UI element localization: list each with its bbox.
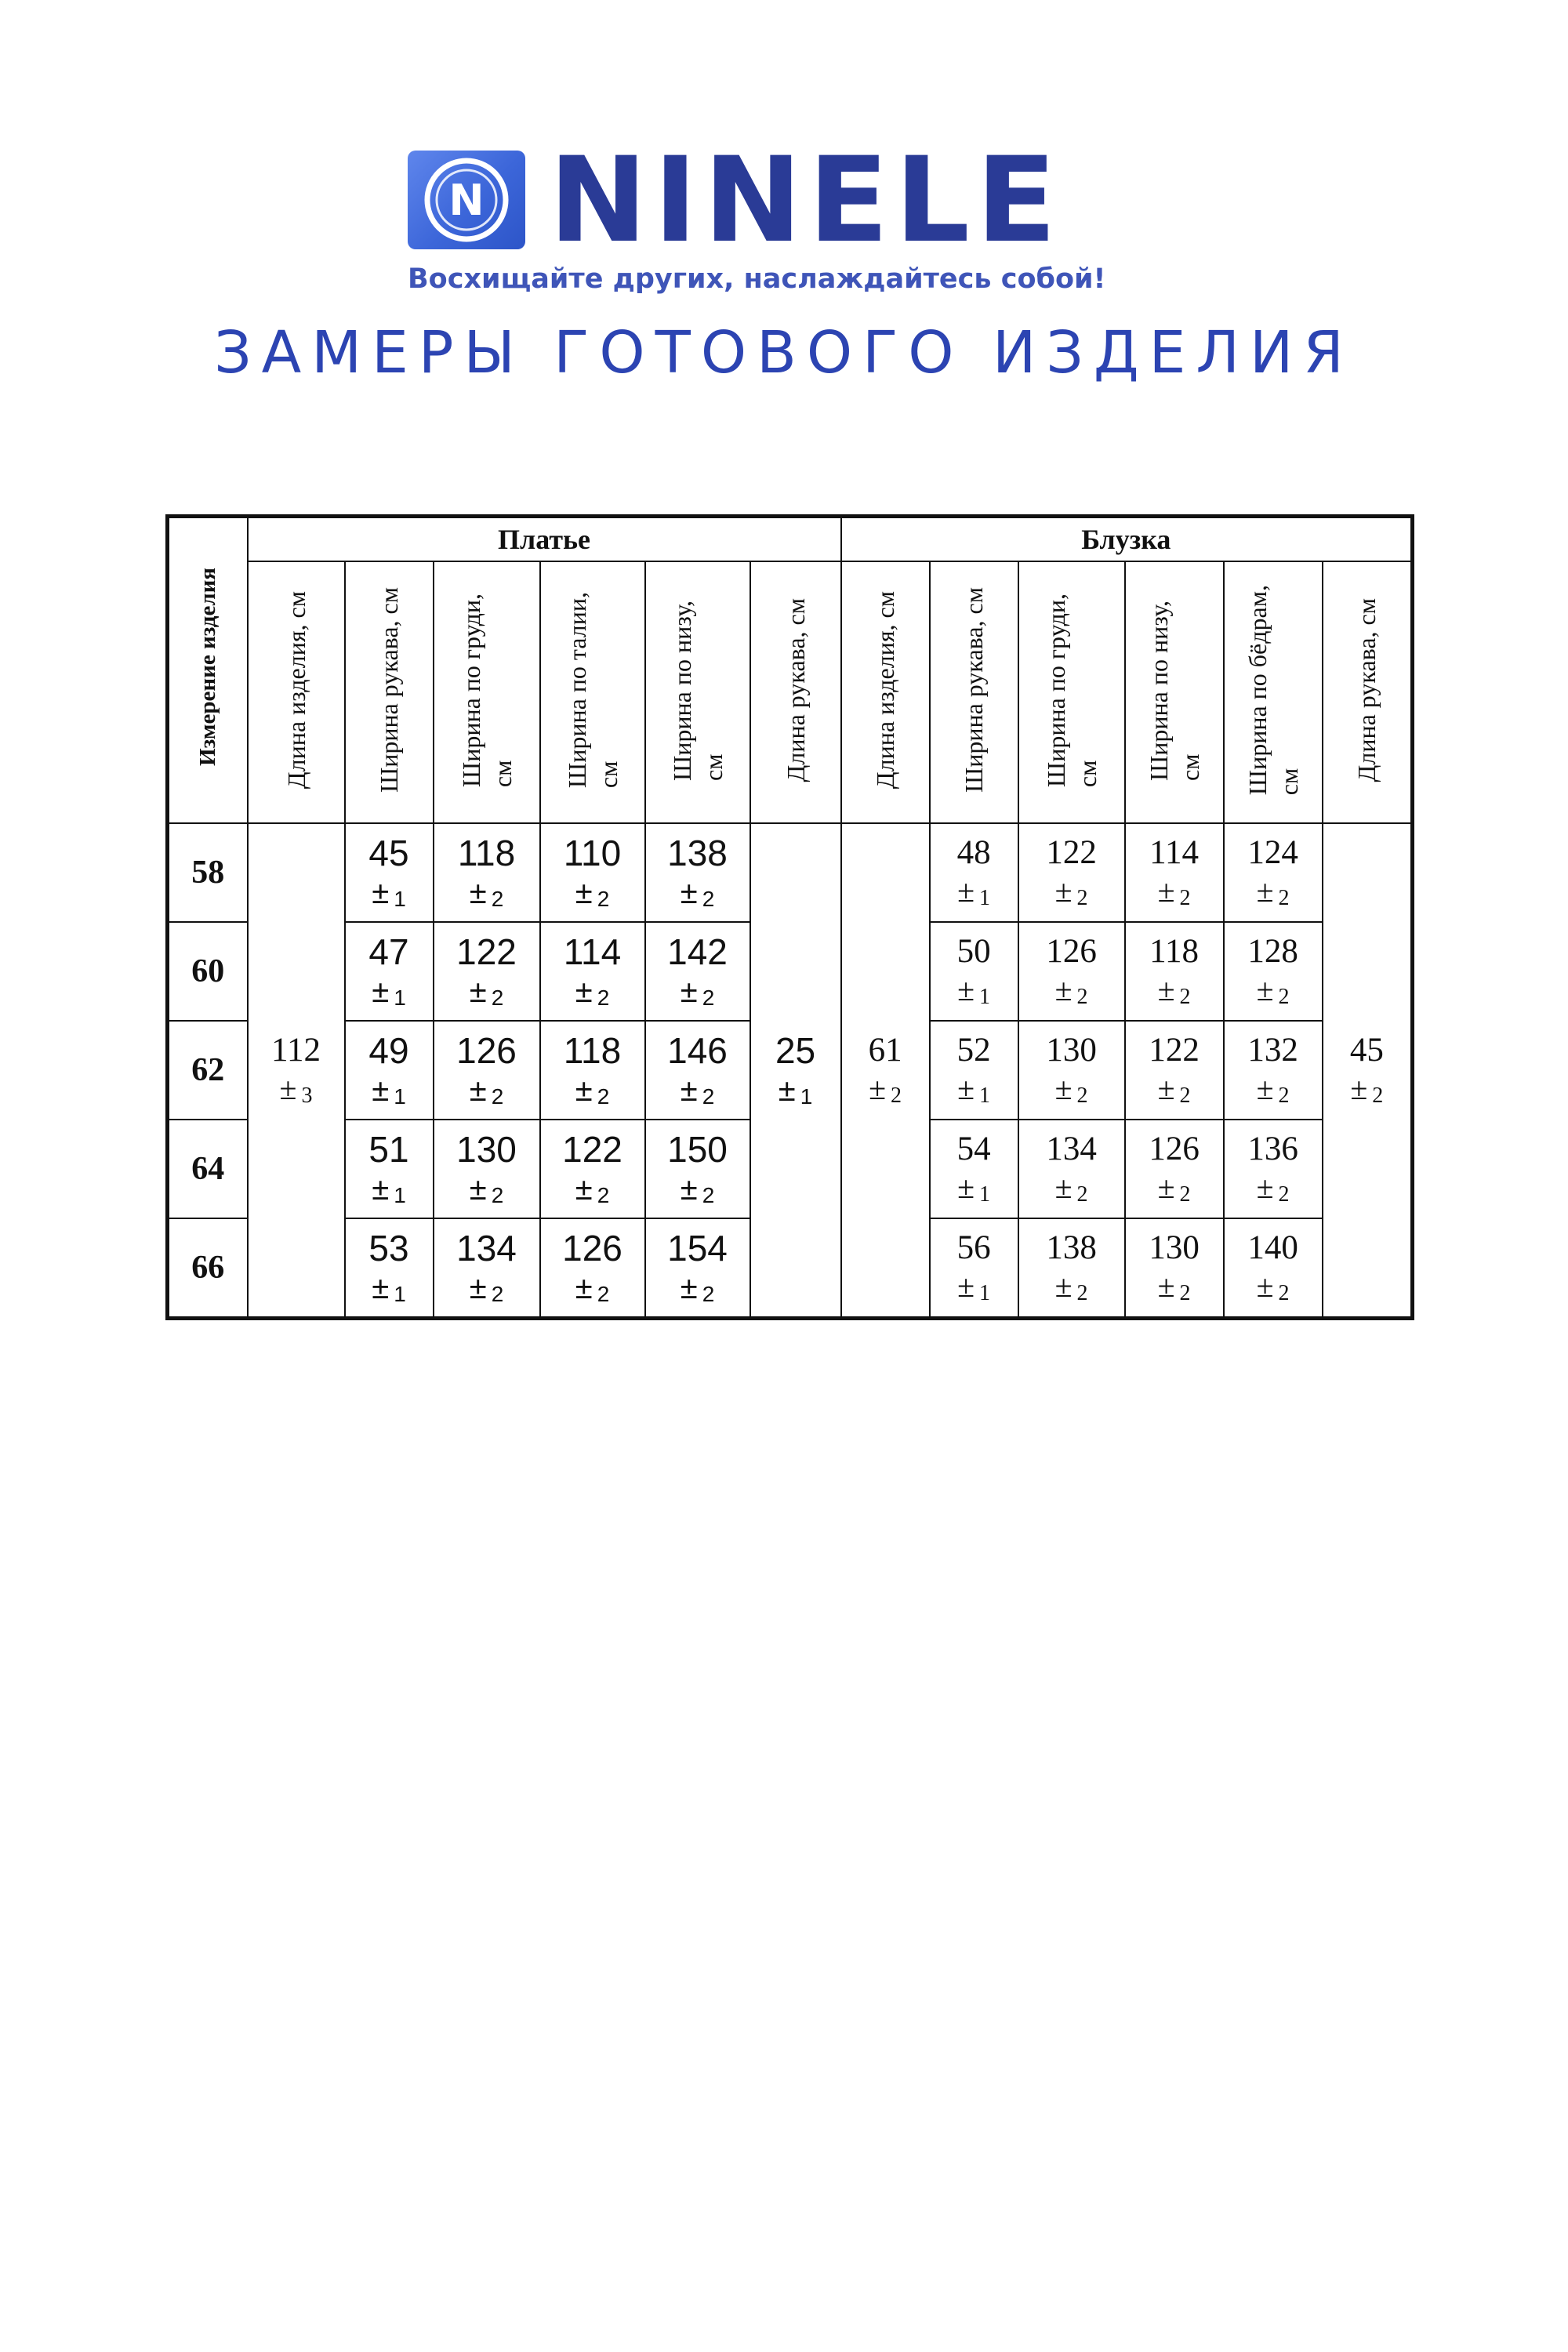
tolerance-value: 1 [979,1083,991,1109]
tolerance-value: 2 [491,1183,504,1208]
measurement-value [346,1032,433,1109]
table-cell [645,922,750,1021]
table-cell [540,823,645,922]
size-label: 62 [168,1021,248,1120]
measurement-tolerance: ± 2 [1054,1170,1088,1207]
measurement-value [541,1229,644,1306]
logo-letter: N [448,176,485,225]
measurement-tolerance: ± 1 [372,1073,406,1109]
measurement-value [434,933,539,1010]
table-cell [540,922,645,1021]
tolerance-value: 1 [394,985,406,1011]
measurement-value [434,1032,539,1109]
measurement-value [1323,1033,1411,1108]
measurement-value [646,1131,750,1207]
column-header-label: Ширина по груди, см [1041,593,1102,788]
table-row [168,823,1413,922]
measurement-tolerance: ± 1 [957,1269,991,1306]
measurement-number: 45 [1349,1032,1384,1069]
measurement-number: 118 [457,833,516,874]
page-title: ЗАМЕРЫ ГОТОВОГО ИЗДЕЛИЯ [214,319,1354,387]
table-cell [345,823,434,922]
measurement-number: 126 [562,1228,622,1269]
tolerance-value: 1 [800,1084,813,1109]
column-header-label: Ширина по низу, см [667,600,728,781]
measurement-number: 51 [368,1129,409,1171]
size-label: 64 [168,1120,248,1218]
measurement-number: 118 [563,1030,622,1072]
table-cell [540,1218,645,1319]
measurement-tolerance: ± 1 [372,876,406,912]
measurement-number: 130 [1149,1229,1200,1267]
measurement-value [931,1230,1018,1305]
measurement-tolerance: ± 2 [1054,1071,1088,1109]
measurement-value [346,834,433,911]
measurement-tolerance: ± 2 [1054,1269,1088,1306]
measurement-number: 110 [563,833,622,874]
measurement-tolerance: ± 2 [680,1073,715,1109]
column-header [345,561,434,823]
measurement-value [541,1032,644,1109]
table-cell [1125,922,1224,1021]
measurement-value [751,1032,840,1109]
measurement-tolerance: ± 2 [1157,1170,1191,1207]
tolerance-value: 1 [979,985,991,1010]
table-cell [434,823,540,922]
size-label: 60 [168,922,248,1021]
measurement-tolerance: ± 2 [1256,1170,1290,1207]
measurement-tolerance: ± 2 [1157,873,1191,911]
table-cell [930,922,1018,1021]
measurement-number: 134 [456,1228,517,1269]
measurement-tolerance: ± 2 [469,876,504,912]
tolerance-value: 2 [1076,1281,1088,1306]
measurement-value [1225,1131,1322,1207]
table-cell [1224,922,1323,1021]
tolerance-value: 1 [394,887,406,912]
tolerance-value: 2 [1278,1182,1290,1207]
brand-name: NINELE [549,132,1063,269]
table-cell [1323,823,1413,1319]
corner-header-cell [168,517,248,824]
measurement-tolerance: ± 2 [469,975,504,1011]
measurement-number: 56 [956,1229,991,1267]
measurement-number: 130 [1046,1032,1097,1069]
table-cell [1125,1218,1224,1319]
measurement-tolerance: ± 1 [778,1073,813,1109]
table-cell [1125,823,1224,922]
tolerance-value: 2 [1278,1083,1290,1109]
measurement-number: 118 [1149,933,1200,971]
tolerance-value: 2 [1179,985,1191,1010]
table-cell [1224,823,1323,922]
measurement-value [346,1131,433,1207]
measurement-tolerance: ± 2 [575,876,610,912]
measurement-tolerance: ± 2 [1054,972,1088,1010]
table-cell [248,823,345,1319]
measurement-value [1019,934,1124,1009]
measurement-number: 140 [1247,1229,1298,1267]
column-header [750,561,841,823]
tolerance-value: 1 [394,1084,406,1109]
measurement-tolerance: ± 2 [680,975,715,1011]
table-cell [434,1021,540,1120]
measurement-tolerance: ± 2 [1157,1071,1191,1109]
column-header-label: Ширина рукава, см [960,587,989,793]
tolerance-value: 2 [702,1282,715,1307]
tolerance-value: 2 [1076,886,1088,911]
measurement-tolerance: ± 2 [680,1172,715,1208]
measurement-value [646,933,750,1010]
measurement-value [1126,835,1223,910]
measurement-value [434,834,539,911]
tolerance-value: 1 [394,1282,406,1307]
corner-header-label: Измерение изделия [195,567,221,766]
measurement-number: 54 [956,1131,991,1168]
measurement-tolerance: ± 2 [1256,1269,1290,1306]
measurement-value [541,834,644,911]
table-cell [345,1218,434,1319]
measurement-tolerance: ± 1 [957,1170,991,1207]
tolerance-value: 2 [597,1084,610,1109]
table-cell [645,1021,750,1120]
measurement-number: 154 [667,1228,728,1269]
measurement-value [434,1229,539,1306]
measurement-tolerance: ± 2 [869,1071,902,1109]
table-cell [1125,1120,1224,1218]
brand-slogan: Восхищайте других, наслаждайтесь собой! [408,263,1106,295]
logo-emblem-icon [408,151,525,249]
measurement-value [346,1229,433,1306]
tolerance-value: 2 [597,1282,610,1307]
tolerance-value: 2 [1278,1281,1290,1306]
measurement-number: 122 [456,931,517,973]
measurement-value [646,834,750,911]
measurement-tolerance: ± 2 [1054,873,1088,911]
measurement-number: 136 [1247,1131,1298,1168]
column-header-label: Длина рукава, см [781,598,810,782]
measurement-value [541,1131,644,1207]
tolerance-value: 2 [1278,985,1290,1010]
column-header-label: Длина рукава, см [1352,598,1381,782]
table-cell [930,1218,1018,1319]
column-header-label: Ширина рукава, см [375,587,403,793]
tolerance-value: 2 [702,1084,715,1109]
measurement-number: 134 [1046,1131,1097,1168]
size-chart-table [165,514,1414,1320]
measurement-tolerance: ± 2 [575,1271,610,1307]
table-group-header-row [168,517,1413,562]
measurement-tolerance: ± 2 [1157,972,1191,1010]
measurement-number: 47 [368,931,409,973]
measurement-tolerance: ± 1 [372,1271,406,1307]
measurement-tolerance: ± 2 [1157,1269,1191,1306]
measurement-tolerance: ± 2 [575,1073,610,1109]
measurement-tolerance: ± 2 [1256,972,1290,1010]
tolerance-value: 2 [1179,886,1191,911]
table-cell [930,823,1018,922]
measurement-value [1126,1131,1223,1207]
table-cell [1224,1021,1323,1120]
measurement-tolerance: ± 2 [575,1172,610,1208]
measurement-number: 128 [1247,933,1298,971]
tolerance-value: 1 [394,1183,406,1208]
measurement-tolerance: ± 2 [469,1172,504,1208]
measurement-value [1126,1230,1223,1305]
column-header [841,561,930,823]
tolerance-value: 2 [1179,1182,1191,1207]
measurement-number: 132 [1247,1032,1298,1069]
column-header [248,561,345,823]
tolerance-value: 2 [1278,886,1290,911]
tolerance-value: 2 [1076,1182,1088,1207]
tolerance-value: 2 [597,985,610,1011]
table-cell [345,1021,434,1120]
measurement-number: 112 [271,1032,321,1069]
measurement-number: 124 [1247,834,1298,872]
tolerance-value: 2 [597,1183,610,1208]
column-header-label: Ширина по талии, см [562,592,622,789]
measurement-number: 122 [1149,1032,1200,1069]
column-header [645,561,750,823]
measurement-value [1225,934,1322,1009]
column-header-label: Ширина по низу, см [1144,600,1204,781]
measurement-number: 122 [1046,834,1097,872]
measurement-number: 122 [562,1129,622,1171]
measurement-tolerance: ± 1 [957,972,991,1010]
measurement-number: 114 [1149,834,1200,872]
column-header [540,561,645,823]
measurement-number: 138 [1046,1229,1097,1267]
table-cell [930,1021,1018,1120]
column-header [1323,561,1413,823]
measurement-number: 138 [667,833,728,874]
tolerance-value: 2 [1372,1083,1384,1109]
measurement-value [646,1032,750,1109]
measurement-number: 114 [563,931,622,973]
column-header-label: Ширина по груди, см [456,593,517,788]
measurement-tolerance: ± 2 [680,1271,715,1307]
tolerance-value: 2 [1076,985,1088,1010]
tolerance-value: 2 [702,887,715,912]
table-cell [1224,1218,1323,1319]
table-cell [750,823,841,1319]
column-header [930,561,1018,823]
measurement-number: 52 [956,1032,991,1069]
table-cell [1224,1120,1323,1218]
table-cell [1018,823,1125,922]
measurement-number: 142 [667,931,728,973]
measurement-number: 49 [368,1030,409,1072]
tolerance-value: 2 [1076,1083,1088,1109]
tolerance-value: 2 [491,1282,504,1307]
tolerance-value: 2 [491,1084,504,1109]
table-cell [345,922,434,1021]
table-cell [841,823,930,1319]
tolerance-value: 2 [1179,1083,1191,1109]
measurement-value [931,1131,1018,1207]
measurement-value [1019,1131,1124,1207]
table-cell [645,1218,750,1319]
table-cell [1018,1120,1125,1218]
measurement-value [1126,934,1223,1009]
tolerance-value: 1 [979,1182,991,1207]
table-cell [1018,1218,1125,1319]
tolerance-value: 3 [301,1083,313,1109]
measurement-tolerance: ± 1 [957,1071,991,1109]
measurement-number: 126 [456,1030,517,1072]
measurement-value [842,1033,929,1108]
group-header-dress: Платье [248,517,841,562]
brand-logo-icon [408,151,525,249]
measurement-value [1019,1033,1124,1108]
table-cell [1018,1021,1125,1120]
measurement-tolerance: ± 2 [575,975,610,1011]
measurement-value [646,1229,750,1306]
measurement-tolerance: ± 2 [1256,1071,1290,1109]
table-cell [1125,1021,1224,1120]
table-body [168,823,1413,1319]
measurement-number: 50 [956,933,991,971]
column-header [1018,561,1125,823]
table-cell [540,1120,645,1218]
tolerance-value: 2 [702,1183,715,1208]
table-cell [434,1218,540,1319]
tolerance-value: 2 [1179,1281,1191,1306]
column-header-label: Длина изделия, см [871,591,900,789]
measurement-tolerance: ± 1 [372,975,406,1011]
measurement-value [541,933,644,1010]
size-label: 66 [168,1218,248,1319]
measurement-value [1225,1033,1322,1108]
measurement-tolerance: ± 3 [279,1071,313,1109]
measurement-number: 130 [456,1129,517,1171]
table-cell [540,1021,645,1120]
measurement-number: 61 [868,1032,902,1069]
table-cell [434,922,540,1021]
measurement-value [1225,1230,1322,1305]
measurement-value [1019,835,1124,910]
table-cell [645,823,750,922]
tolerance-value: 2 [597,887,610,912]
measurement-tolerance: ± 2 [680,876,715,912]
measurement-value [1019,1230,1124,1305]
column-header-label: Ширина по бёдрам, см [1243,585,1303,796]
measurement-value [249,1033,344,1108]
table-cell [345,1120,434,1218]
measurement-value [931,835,1018,910]
measurement-value [1126,1033,1223,1108]
column-header [1125,561,1224,823]
column-header-label: Длина изделия, см [281,591,310,789]
measurement-tolerance: ± 2 [469,1073,504,1109]
measurement-value [1225,835,1322,910]
measurement-tolerance: ± 1 [957,873,991,911]
measurement-number: 48 [956,834,991,872]
measurement-tolerance: ± 1 [372,1172,406,1208]
table-cell [1018,922,1125,1021]
measurement-tolerance: ± 2 [1256,873,1290,911]
tolerance-value: 1 [979,886,991,911]
measurement-number: 45 [368,833,409,874]
measurement-value [346,933,433,1010]
table-cell [434,1120,540,1218]
tolerance-value: 1 [979,1281,991,1306]
measurement-value [434,1131,539,1207]
measurement-value [931,1033,1018,1108]
measurement-number: 25 [775,1030,816,1072]
measurement-tolerance: ± 2 [1350,1071,1384,1109]
measurement-number: 146 [667,1030,728,1072]
table-cell [930,1120,1018,1218]
table-column-header-row [168,561,1413,823]
column-header [434,561,540,823]
tolerance-value: 2 [891,1083,902,1109]
tolerance-value: 2 [491,985,504,1011]
tolerance-value: 2 [702,985,715,1011]
measurement-value [931,934,1018,1009]
column-header [1224,561,1323,823]
measurement-number: 126 [1149,1131,1200,1168]
measurement-number: 150 [667,1129,728,1171]
measurement-number: 53 [368,1228,409,1269]
measurement-tolerance: ± 2 [469,1271,504,1307]
measurement-number: 126 [1046,933,1097,971]
group-header-blouse: Блузка [841,517,1413,562]
table-cell [645,1120,750,1218]
tolerance-value: 2 [491,887,504,912]
size-label: 58 [168,823,248,922]
